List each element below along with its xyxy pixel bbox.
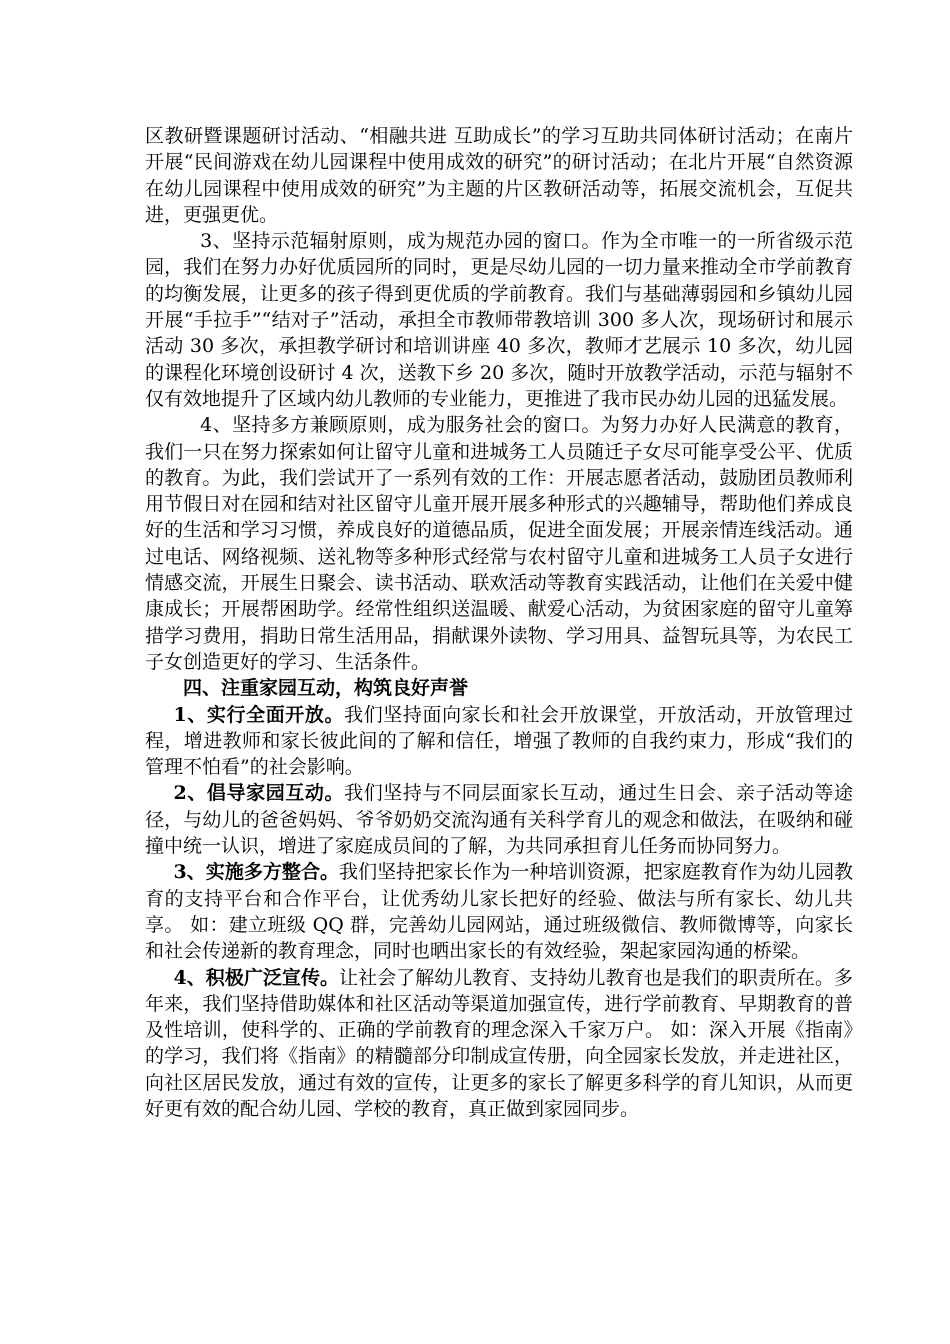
item-2-body: 我们坚持与不同层面家长互动，通过生日会、亲子活动等途径，与幼儿的爸爸妈妈、爷爷奶奶交流沟通有关科学育儿的观念和做法，在吸纳和碰撞中统一认识，增进了家庭成员间的了解，为共同承担育儿任务而协同努力。	[145, 782, 853, 858]
item-4-body: 让社会了解幼儿教育、支持幼儿教育也是我们的职责所在。多年来，我们坚持借助媒体和社区活动等渠道加强宣传，进行学前教育、早期教育的普及性培训，使科学的、正确的学前教育的理念深入千家万户。 如：深入开展《指南》的学习，我们将《指南》的精髓部分印制成宣传册，向全园家长发放，并走进社区，向社区居民发放，通过有效的宣传，让更多的家长了解更多科学的育儿知识，从而更好更有效的配合幼儿园、学校的教育，真正做到家园同步。	[145, 966, 853, 1120]
item-1-paragraph	[145, 702, 853, 781]
paragraph-3: 4、坚持多方兼顾原则，成为服务社会的窗口。为努力办好人民满意的教育，我们一只在努力探索如何让留守儿童和进城务工人员随迁子女尽可能享受公平、优质的教育。为此，我们尝试开了一系列有效的工作：开展志愿者活动，鼓励团员教师利用节假日对在园和结对社区留守儿童开展开展多种形式的兴趣辅导，帮助他们养成良好的生活和学习习惯，养成良好的道德品质，促进全面发展；开展亲情连线活动。通过电话、网络视频、送礼物等多种形式经常与农村留守儿童和进城务工人员子女进行情感交流，开展生日聚会、读书活动、联欢活动等教育实践活动，让他们在关爱中健康成长；开展帮困助学。经常性组织送温暖、献爱心活动，为贫困家庭的留守儿童筹措学习费用，捐助日常生活用品，捐献课外读物、学习用具、益智玩具等，为农民工子女创造更好的学习、生活条件。	[145, 414, 853, 673]
document-page	[145, 123, 853, 1122]
item-3-paragraph	[145, 859, 853, 964]
item-4-paragraph	[145, 965, 853, 1123]
item-3-body: 我们坚持把家长作为一种培训资源，把家庭教育作为幼儿园教育的支持平台和合作平台，让优秀幼儿家长把好的经验、做法与所有家长、幼儿共享。 如：建立班级 QQ 群，完善幼儿园网站，通过班级微信、教师微博等，向家长和社会传递新的教育理念，同时也晒出家长的有效经验，架起家园沟通的桥梁。	[145, 861, 853, 963]
item-2-lead: 2、倡导家园互动。	[173, 782, 345, 805]
section-heading: 四、注重家园互动，构筑良好声誉	[183, 677, 469, 700]
item-3-lead: 3、实施多方整合。	[173, 861, 340, 884]
item-1-body: 我们坚持面向家长和社会开放课堂，开放活动，开放管理过程，增进教师和家长彼此间的了解和信任，增强了教师的自我约束力，形成“我们的管理不怕看”的社会影响。	[145, 703, 853, 779]
item-2-paragraph	[145, 780, 853, 859]
item-4-lead: 4、积极广泛宣传。	[173, 966, 340, 989]
item-1-lead: 1、实行全面开放。	[173, 703, 345, 726]
paragraph-1: 区教研暨课题研讨活动、“相融共进 互助成长”的学习互助共同体研讨活动；在南片开展“民间游戏在幼儿园课程中使用成效的研究”的研讨活动；在北片开展“自然资源在幼儿园课程中使用成效的研究”为主题的片区教研活动等，拓展交流机会，互促共进，更强更优。	[145, 125, 853, 226]
paragraph-2: 3、坚持示范辐射原则，成为规范办园的窗口。作为全市唯一的一所省级示范园，我们在努力办好优质园所的同时，更是尽幼儿园的一切力量来推动全市学前教育的均衡发展，让更多的孩子得到更优质的学前教育。我们与基础薄弱园和乡镇幼儿园开展“手拉手”“结对子”活动，承担全市教师带教培训 300 多人次，现场研讨和展示活动 30 多次，承担教学研讨和培训讲座 40 多次，教师才艺展示 10 多次，幼儿园的课程化环境创设研讨 4 次，送教下乡 20 多次，随时开放教学活动，示范与辐射不仅有效地提升了区域内幼儿教师的专业能力，更推进了我市民办幼儿园的迅猛发展。	[145, 230, 853, 410]
